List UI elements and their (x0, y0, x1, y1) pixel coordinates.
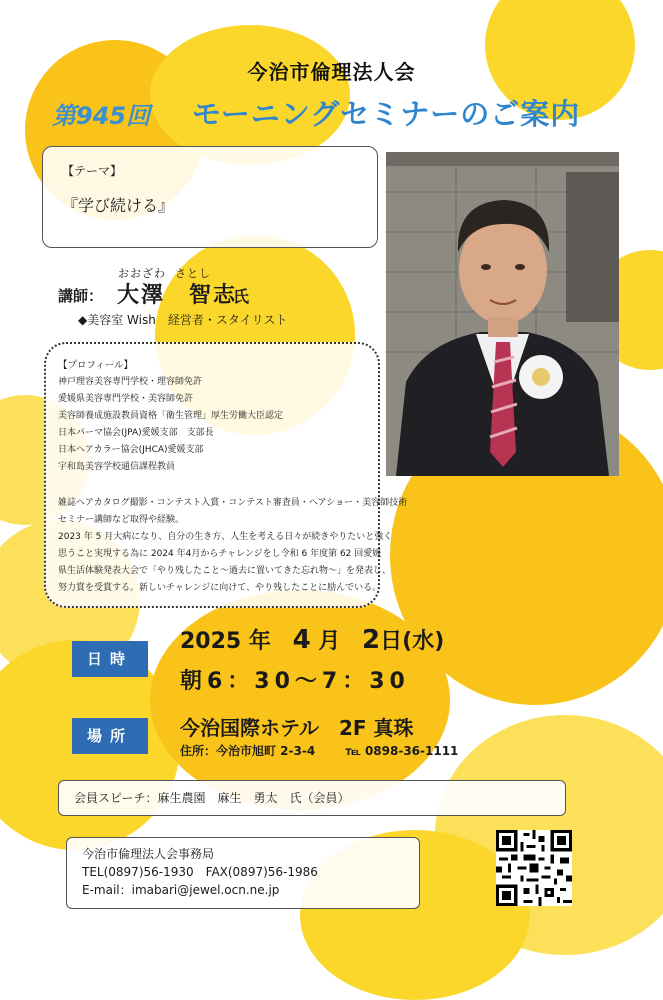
theme-label: 【テーマ】 (62, 164, 123, 178)
profile-item: 愛媛県美容専門学校・美容師免許 (58, 394, 194, 404)
lecturer-role: ◆美容室 Wish 経営者・スタイリスト (78, 313, 288, 327)
date-weekday: (水) (402, 629, 445, 654)
organization-title: 今治市倫理法人会 (247, 60, 416, 84)
profile-paragraph-line: 思うこと実現する為に 2024 年4月からチャレンジをし令和 6 年度第 62 回愛媛 (58, 549, 382, 559)
event-venue: 今治国際ホテル 2F 真珠 (180, 716, 414, 740)
date-label-badge: 日時 (72, 641, 148, 677)
date-month-unit: 月 (318, 629, 341, 654)
lecturer-photo (386, 152, 619, 476)
profile-paragraph-line: セミナー講師など取得や経験。 (58, 515, 185, 525)
date-year-unit: 年 (248, 629, 271, 654)
profile-paragraph-line: 2023 年 5 月大病になり、自分の生き方、人生を考える日々が続きやりたいと強く (58, 532, 393, 542)
profile-item: 神戸理容美容専門学校・理容師免許 (58, 377, 203, 387)
event-tel: ℡ 0898-36-1111 (345, 744, 459, 758)
profile-paragraph-line: 県生活体験発表大会で「やり残したこと～過去に置いてきた忘れ物～」を発表し、 (58, 566, 392, 576)
profile-item: 美容師養成施設教員資格「衛生管理」厚生労働大臣認定 (58, 411, 284, 421)
office-email[interactable]: E-mail：imabari@jewel.ocn.ne.jp (82, 883, 280, 897)
lecturer-ruby-surname: おおざわ (118, 267, 166, 280)
office-phone: TEL(0897)56-1930 FAX(0897)56-1986 (82, 865, 318, 879)
date-year: 2025 (180, 629, 242, 654)
qr-code[interactable] (496, 830, 572, 906)
decor-circle-bottom-mid (150, 590, 450, 810)
date-month: 4 (292, 625, 311, 655)
lecturer-honorific: 氏 (233, 287, 250, 306)
theme-text: 『学び続ける』 (62, 196, 175, 215)
date-day: 2 (362, 625, 381, 655)
event-date (180, 624, 444, 655)
lecturer-name: 大澤 智志 (117, 283, 238, 308)
profile-item: 宇和島美容学校通信課程教員 (58, 462, 176, 472)
profile-item: 日本パーマ協会(JPA)愛媛支部 支部長 (58, 428, 214, 438)
place-label-badge: 場所 (72, 718, 148, 754)
event-address: 住所：今治市旭町 2-3-4 (180, 744, 316, 758)
profile-item: 日本ヘアカラー協会(JHCA)愛媛支部 (58, 445, 204, 455)
date-day-unit: 日 (380, 629, 403, 654)
profile-heading: 【プロフィール】 (58, 360, 134, 371)
event-address-line (180, 742, 458, 759)
seminar-number: 第945回 (52, 102, 151, 130)
lecturer-ruby-given: さとし (175, 267, 211, 280)
event-time: 朝6：30～7：30 (180, 669, 410, 694)
lecturer-label: 講師： (58, 287, 104, 305)
profile-paragraph-line: 雑誌ヘアカタログ撮影・コンテスト入賞・コンテスト審査員・ヘアショー・美容師技術 (58, 498, 408, 508)
member-speech: 会員スピーチ：麻生農園 麻生 勇太 氏（会員） (74, 791, 350, 805)
profile-paragraph-line: 努力賞を受賞する。新しいチャレンジに向けて、やり残したことに励んでいる。 (58, 583, 382, 593)
seminar-title: モーニングセミナーのご案内 (192, 97, 581, 131)
office-name: 今治市倫理法人会事務局 (82, 847, 215, 861)
